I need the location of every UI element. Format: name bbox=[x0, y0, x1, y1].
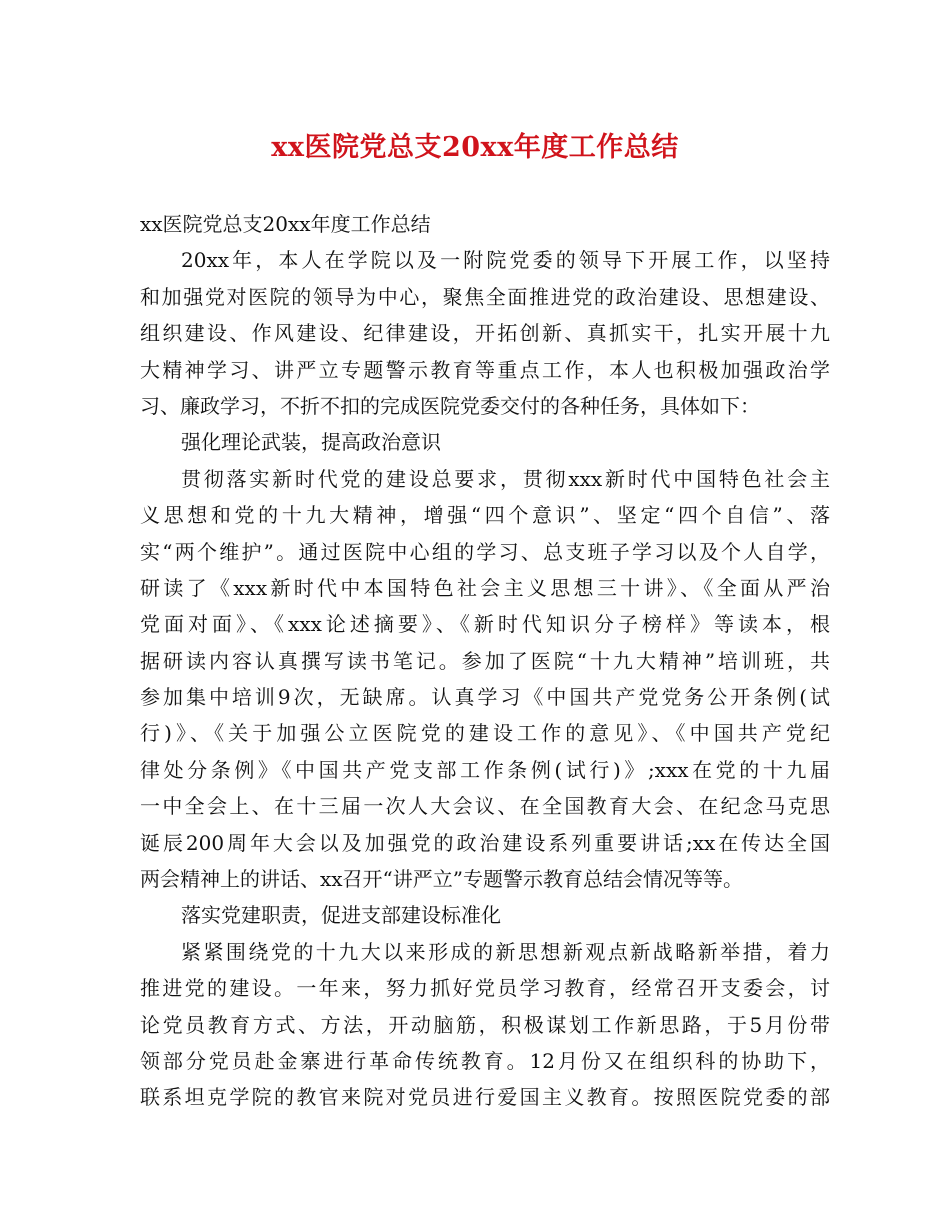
text-line: 一中全会上、在十三届一次人大会议、在全国教育大会、在纪念马克思 bbox=[140, 794, 830, 819]
text-line: 律处分条例》《中国共产党支部工作条例(试行)》;xxx在党的十九届 bbox=[140, 757, 830, 782]
text-line: 据研读内容认真撰写读书笔记。参加了医院“十九大精神”培训班，共 bbox=[140, 648, 830, 673]
text-line: 参加集中培训9次，无缺席。认真学习《中国共产党党务公开条例(试 bbox=[140, 685, 830, 710]
text-line: 研读了《xxx新时代中本国特色社会主义思想三十讲》、《全面从严治 bbox=[140, 575, 830, 600]
text-line: 联系坦克学院的教官来院对党员进行爱国主义教育。按照医院党委的部 bbox=[140, 1085, 830, 1110]
text-line: 论党员教育方式、方法，开动脑筋，积极谋划工作新思路，于5月份带 bbox=[140, 1012, 830, 1037]
text-line: xx医院党总支20xx年度工作总结 bbox=[140, 212, 431, 236]
text-line: 大精神学习、讲严立专题警示教育等重点工作，本人也积极加强政治学 bbox=[140, 357, 830, 382]
document-body bbox=[140, 206, 830, 1116]
document-title: xx医院党总支20xx年度工作总结 bbox=[271, 132, 679, 163]
text-line: 推进党的建设。一年来，努力抓好党员学习教育，经常召开支委会，讨 bbox=[140, 976, 830, 1001]
text-line: 和加强党对医院的领导为中心，聚焦全面推进党的政治建设、思想建设、 bbox=[140, 284, 830, 309]
section-heading: 强化理论武装，提高政治意识 bbox=[181, 430, 441, 455]
text-line: 义思想和党的十九大精神，增强“四个意识”、坚定“四个自信”、落 bbox=[140, 503, 830, 528]
text-line: 领部分党员赴金寨进行革命传统教育。12月份又在组织科的协助下， bbox=[140, 1048, 830, 1073]
section-heading: 落实党建职责，促进支部建设标准化 bbox=[181, 903, 501, 928]
text-line: 紧紧围绕党的十九大以来形成的新思想新观点新战略新举措，着力 bbox=[181, 939, 830, 964]
text-line: 诞辰200周年大会以及加强党的政治建设系列重要讲话;xx在传达全国 bbox=[140, 830, 830, 855]
text-line: 贯彻落实新时代党的建设总要求，贯彻xxx新时代中国特色社会主 bbox=[181, 466, 830, 491]
text-line: 行)》、《关于加强公立医院党的建设工作的意见》、《中国共产党纪 bbox=[140, 721, 830, 746]
text-line: 习、廉政学习，不折不扣的完成医院党委交付的各种任务，具体如下： bbox=[140, 393, 760, 418]
text-line: 党面对面》、《xxx论述摘要》、《新时代知识分子榜样》等读本，根 bbox=[140, 612, 830, 637]
text-line: 实“两个维护”。通过医院中心组的学习、总支班子学习以及个人自学， bbox=[140, 539, 830, 564]
text-line: 20xx年，本人在学院以及一附院党委的领导下开展工作，以坚持 bbox=[181, 248, 830, 273]
text-line: 组织建设、作风建设、纪律建设，开拓创新、真抓实干，扎实开展十九 bbox=[140, 321, 830, 346]
text-line: 两会精神上的讲话、xx召开“讲严立”专题警示教育总结会情况等等。 bbox=[140, 867, 744, 892]
